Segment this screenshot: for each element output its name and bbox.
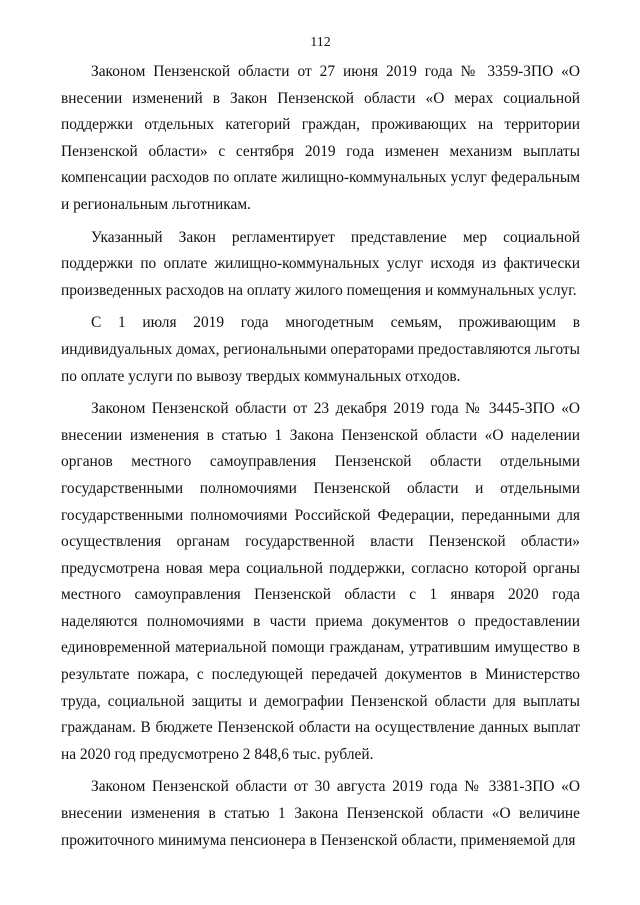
paragraph-large-families: С 1 июля 2019 года многодетным семьям, проживающим в индивидуальных домах, региональными операторами предоставляются льготы по оплате услуги по вывозу твердых коммунальных отходов. (61, 314, 580, 385)
paragraph-law-regulation: Указанный Закон регламентирует представление мер социальной поддержки по оплате жилищно-коммунальных услуг исходя из фактически произведенных расходов на оплату жилого помещения и коммунальных услуг. (61, 228, 580, 299)
paragraph-law-3381: Законом Пензенской области от 30 августа 2019 года № 3381-ЗПО «О внесении изменения в статью 1 Закона Пензенской области «О величине прожиточного минимума пенсионера в Пензенской области, применяемой для (61, 778, 580, 849)
paragraph-law-3359: Законом Пензенской области от 27 июня 2019 года № 3359-ЗПО «О внесении изменений в Закон Пензенской области «О мерах социальной поддержки отдельных категорий граждан, проживающих на территории Пензенской области» с сентября 2019 года изменен механизм выплаты компенсации расходов по оплате жилищно-коммунальных услуг федеральным и региональным льготникам. (61, 63, 580, 213)
paragraph-law-3445: Законом Пензенской области от 23 декабря 2019 года № 3445-ЗПО «О внесении изменения в статью 1 Закона Пензенской области «О наделении органов местного самоуправления Пензенской области отдельными государственными полномочиями Пензенской области и отдельными государственными полномочиями Российской Федерации, переданными для осуществления органам государственной власти Пензенской области» предусмотрена новая мера социальной поддержки, согласно которой органы местного самоуправления Пензенской области с 1 января 2020 года наделяются полномочиями в части приема документов о предоставлении единовременной материальной помощи гражданам, утратившим имущество в результате пожара, с последующей передачей документов в Министерство труда, социальной защиты и демографии Пензенской области для выплаты гражданам. В бюджете Пензенской области на осуществление данных выплат на 2020 год предусмотрено 2 848,6 тыс. рублей. (61, 400, 580, 763)
page-number: 112 (310, 35, 331, 50)
